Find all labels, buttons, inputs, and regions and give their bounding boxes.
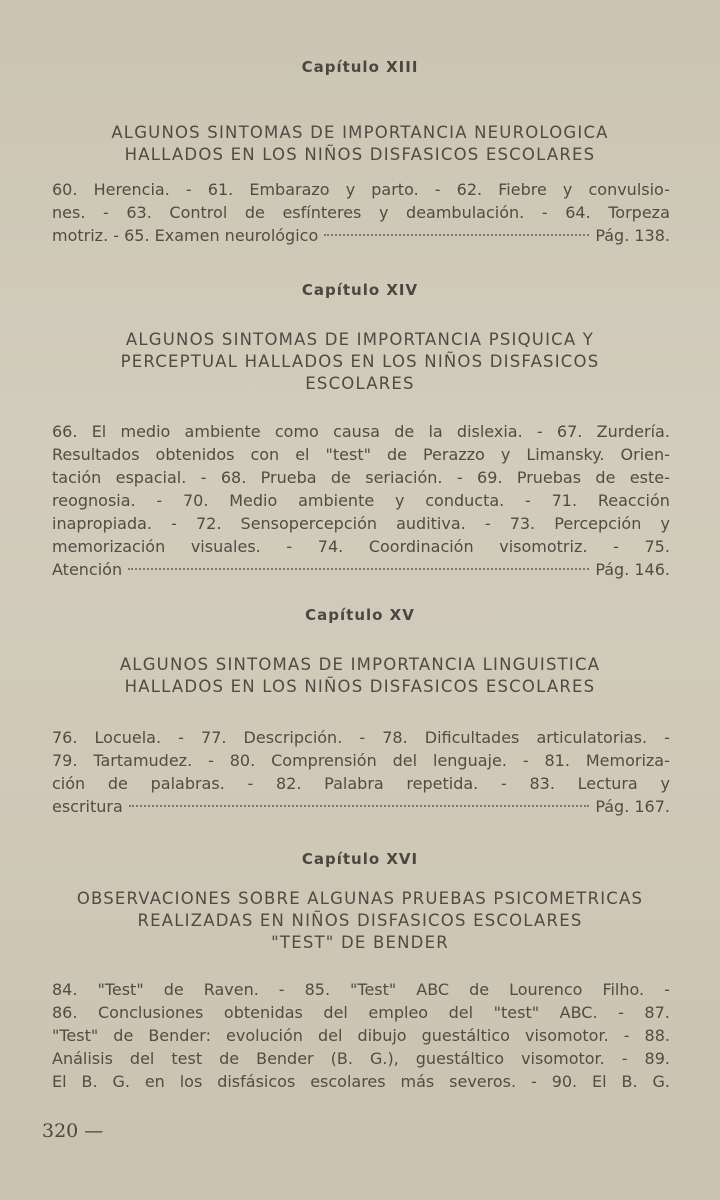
chapter-summary: [52, 726, 670, 818]
summary-word: -: [171, 514, 177, 533]
summary-word: Coordinación: [368, 537, 474, 556]
summary-line: [52, 466, 670, 489]
dot-leader: [324, 234, 589, 236]
summary-line: [52, 772, 670, 795]
summary-word: del: [129, 1049, 155, 1068]
summary-word: guestáltico: [415, 1049, 505, 1068]
summary-line: [52, 1047, 670, 1070]
summary-word: "Test": [350, 980, 397, 999]
summary-last-text: motriz. - 65. Examen neurológico: [52, 226, 319, 245]
summary-word: -: [208, 751, 214, 770]
summary-word: B.: [81, 1072, 98, 1091]
summary-word: Bender:: [148, 1026, 211, 1045]
summary-word: del: [323, 1003, 348, 1022]
summary-word: 69.: [477, 468, 503, 487]
page-reference: Pág. 146.: [595, 560, 670, 579]
summary-word: Memoriza-: [585, 751, 670, 770]
summary-word: Limansky.: [526, 445, 605, 464]
chapter-summary: [52, 178, 670, 247]
summary-line: [52, 420, 670, 443]
heading-line: ALGUNOS SINTOMAS DE IMPORTANCIA PSIQUICA Y: [125, 330, 595, 349]
summary-word: auditiva.: [396, 514, 466, 533]
summary-word: esfínteres: [282, 203, 362, 222]
summary-word: los: [179, 1072, 203, 1091]
summary-word: Palabra: [324, 774, 384, 793]
heading-line: PERCEPTUAL HALLADOS EN LOS NIÑOS DISFASICOS: [120, 352, 600, 371]
chapter-title: Capítulo XVI: [301, 850, 419, 868]
summary-word: Bender: [256, 1049, 314, 1068]
summary-word: y: [394, 491, 405, 510]
summary-word: la: [428, 422, 443, 441]
heading-line: ALGUNOS SINTOMAS DE IMPORTANCIA LINGUISTICA: [119, 655, 601, 674]
summary-word: -: [541, 203, 548, 222]
summary-line: [52, 1024, 670, 1047]
summary-word: obtenidos: [155, 445, 235, 464]
summary-word: 80.: [229, 751, 256, 770]
heading-line: HALLADOS EN LOS NIÑOS DISFASICOS ESCOLARES: [124, 145, 596, 164]
summary-word: Fiebre: [498, 180, 547, 199]
summary-word: de: [163, 980, 184, 999]
summary-word: articulatorias.: [536, 728, 648, 747]
page-reference: Pág. 167.: [595, 797, 670, 816]
summary-word: disfásicos: [217, 1072, 296, 1091]
summary-word: -: [613, 537, 619, 556]
summary-word: -: [185, 180, 192, 199]
summary-word: 71.: [551, 491, 578, 510]
summary-word: Herencia.: [93, 180, 170, 199]
summary-word: causa: [333, 422, 380, 441]
summary-word: -: [456, 468, 463, 487]
summary-line: [52, 726, 670, 749]
page-number: 320 —: [42, 1120, 104, 1142]
summary-word: de: [330, 468, 351, 487]
summary-word: -: [531, 1072, 537, 1091]
summary-word: de: [107, 774, 128, 793]
summary-word: de: [244, 203, 265, 222]
summary-word: -: [103, 203, 109, 222]
summary-word: "test": [493, 1003, 540, 1022]
summary-word: 90.: [551, 1072, 578, 1091]
summary-word: ción: [52, 774, 86, 793]
summary-word: Filho.: [602, 980, 645, 999]
heading-line: REALIZADAS EN NIÑOS DISFASICOS ESCOLARES: [137, 911, 583, 930]
summary-word: -: [522, 751, 529, 770]
summary-word: inapropiada.: [52, 514, 153, 533]
summary-word: nes.: [52, 203, 86, 222]
summary-word: escolares: [310, 1072, 386, 1091]
summary-word: G.),: [369, 1049, 399, 1068]
summary-word: Dificultades: [424, 728, 520, 747]
chapter-xvi: [0, 850, 720, 954]
summary-last-line: [52, 224, 670, 247]
summary-word: visuales.: [190, 537, 261, 556]
summary-last-line: [52, 795, 670, 818]
summary-word: de: [113, 1026, 134, 1045]
chapter-title: Capítulo XIV: [301, 281, 419, 299]
summary-word: -: [621, 1049, 628, 1068]
page-reference: Pág. 138.: [595, 226, 670, 245]
summary-word: ambiente: [298, 491, 375, 510]
summary-word: Control: [169, 203, 228, 222]
summary-word: Orien-: [620, 445, 670, 464]
summary-word: reognosia.: [52, 491, 136, 510]
summary-word: Lectura: [577, 774, 638, 793]
summary-word: 87.: [644, 1003, 670, 1022]
summary-word: 64.: [565, 203, 591, 222]
summary-word: 85.: [304, 980, 331, 999]
summary-word: y: [562, 180, 573, 199]
summary-word: evolución: [226, 1026, 303, 1045]
summary-word: y: [378, 203, 389, 222]
summary-word: empleo: [368, 1003, 429, 1022]
summary-line: [52, 512, 670, 535]
summary-word: de: [595, 468, 616, 487]
summary-word: ABC: [416, 980, 450, 999]
summary-word: 68.: [220, 468, 247, 487]
summary-word: de: [394, 422, 415, 441]
summary-word: 70.: [183, 491, 209, 510]
summary-line: [52, 443, 670, 466]
summary-word: -: [278, 980, 285, 999]
summary-word: memorización: [52, 537, 166, 556]
summary-word: dislexia.: [456, 422, 523, 441]
summary-word: Locuela.: [94, 728, 162, 747]
summary-word: -: [178, 728, 184, 747]
summary-word: Pruebas: [516, 468, 582, 487]
chapter-xiii: [0, 58, 720, 166]
summary-word: seriación.: [365, 468, 443, 487]
summary-word: guestáltico: [421, 1026, 510, 1045]
summary-word: Reacción: [597, 491, 670, 510]
summary-word: visomotor.: [521, 1049, 605, 1068]
summary-word: G.: [652, 1072, 670, 1091]
summary-word: Perazzo: [422, 445, 485, 464]
summary-word: 63.: [126, 203, 152, 222]
summary-word: medio: [120, 422, 171, 441]
summary-word: -: [359, 728, 366, 747]
summary-word: este-: [629, 468, 670, 487]
summary-word: 77.: [201, 728, 227, 747]
summary-word: 86.: [52, 1003, 78, 1022]
summary-word: lenguaje.: [433, 751, 507, 770]
summary-word: y: [500, 445, 511, 464]
summary-word: tación: [52, 468, 102, 487]
summary-word: -: [500, 774, 507, 793]
summary-word: 61.: [207, 180, 234, 199]
summary-word: parto.: [371, 180, 419, 199]
summary-word: 62.: [456, 180, 483, 199]
summary-word: y: [660, 774, 670, 793]
chapter-heading: [0, 888, 720, 954]
heading-line: ALGUNOS SINTOMAS DE IMPORTANCIA NEUROLOGICA: [111, 123, 609, 142]
summary-line: [52, 535, 670, 558]
chapter-title: Capítulo XV: [305, 606, 415, 624]
summary-word: Lourenco: [509, 980, 583, 999]
summary-word: (B.: [330, 1049, 353, 1068]
summary-word: como: [274, 422, 319, 441]
summary-word: Embarazo: [249, 180, 330, 199]
summary-word: 76.: [52, 728, 78, 747]
summary-last-text: escritura: [52, 797, 123, 816]
summary-word: 66.: [52, 422, 78, 441]
summary-word: espacial.: [115, 468, 187, 487]
summary-word: de: [469, 980, 490, 999]
summary-word: visomotriz.: [499, 537, 588, 556]
summary-word: -: [664, 728, 670, 747]
summary-word: Percepción: [554, 514, 642, 533]
summary-word: 83.: [529, 774, 555, 793]
summary-word: 79.: [52, 751, 78, 770]
summary-word: severos.: [449, 1072, 517, 1091]
summary-word: conducta.: [425, 491, 505, 510]
summary-word: de: [219, 1049, 240, 1068]
summary-word: Descripción.: [243, 728, 343, 747]
summary-word: -: [156, 491, 163, 510]
summary-word: Conclusiones: [98, 1003, 204, 1022]
heading-line: ESCOLARES: [305, 374, 415, 393]
summary-word: Prueba: [260, 468, 317, 487]
summary-word: "Test": [97, 980, 144, 999]
summary-line: [52, 978, 670, 1001]
summary-word: Comprensión: [271, 751, 377, 770]
summary-word: 82.: [276, 774, 302, 793]
summary-word: B.: [621, 1072, 638, 1091]
summary-word: palabras.: [150, 774, 225, 793]
summary-word: 88.: [644, 1026, 670, 1045]
summary-word: Análisis: [52, 1049, 113, 1068]
heading-line: OBSERVACIONES SOBRE ALGUNAS PRUEBAS PSICOMETRICAS: [76, 889, 644, 908]
summary-word: -: [247, 774, 254, 793]
summary-word: 75.: [644, 537, 670, 556]
chapter-heading: [0, 122, 720, 166]
summary-word: 72.: [195, 514, 222, 533]
chapter-heading: [0, 329, 720, 395]
summary-word: visomotor.: [524, 1026, 609, 1045]
chapter-xv: [0, 606, 720, 698]
summary-word: Raven.: [203, 980, 259, 999]
summary-word: con: [250, 445, 280, 464]
summary-word: Tartamudez.: [93, 751, 193, 770]
summary-line: [52, 1001, 670, 1024]
summary-word: -: [623, 1026, 630, 1045]
summary-word: ambiente: [184, 422, 261, 441]
summary-word: en: [144, 1072, 165, 1091]
chapter-heading: [0, 654, 720, 698]
summary-last-line: [52, 558, 670, 581]
summary-word: -: [484, 514, 491, 533]
summary-word: Zurdería.: [596, 422, 670, 441]
summary-word: "test": [325, 445, 371, 464]
summary-line: [52, 201, 670, 224]
chapter-summary: [52, 978, 670, 1093]
dot-leader: [128, 568, 589, 570]
summary-word: deambulación.: [406, 203, 525, 222]
summary-word: 73.: [509, 514, 536, 533]
chapter-xiv: [0, 281, 720, 395]
summary-word: dibujo: [357, 1026, 407, 1045]
chapter-title: Capítulo XIII: [301, 58, 419, 76]
chapter-summary: [52, 420, 670, 581]
heading-line: "TEST" DE BENDER: [271, 933, 449, 952]
heading-line: HALLADOS EN LOS NIÑOS DISFASICOS ESCOLARES: [124, 677, 596, 696]
summary-word: Sensopercepción: [240, 514, 377, 533]
summary-word: -: [200, 468, 207, 487]
summary-word: Torpeza: [608, 203, 670, 222]
summary-word: ABC.: [559, 1003, 598, 1022]
summary-word: 74.: [317, 537, 344, 556]
summary-line: [52, 489, 670, 512]
summary-line: [52, 749, 670, 772]
summary-word: "Test": [52, 1026, 99, 1045]
summary-word: de: [386, 445, 407, 464]
summary-word: -: [618, 1003, 624, 1022]
summary-word: -: [525, 491, 531, 510]
summary-word: convulsio-: [588, 180, 670, 199]
summary-word: El: [91, 422, 107, 441]
summary-word: y: [345, 180, 356, 199]
summary-last-text: Atención: [52, 560, 123, 579]
summary-word: Resultados: [52, 445, 140, 464]
summary-word: del: [448, 1003, 474, 1022]
summary-word: 67.: [556, 422, 583, 441]
summary-word: 84.: [52, 980, 78, 999]
summary-word: y: [660, 514, 670, 533]
summary-word: test: [171, 1049, 203, 1068]
summary-word: El: [592, 1072, 607, 1091]
summary-word: -: [434, 180, 441, 199]
summary-word: repetida.: [406, 774, 479, 793]
summary-word: del: [392, 751, 418, 770]
summary-word: el: [295, 445, 310, 464]
summary-word: 78.: [382, 728, 408, 747]
summary-word: G.: [112, 1072, 130, 1091]
summary-word: 89.: [644, 1049, 670, 1068]
dot-leader: [129, 805, 590, 807]
summary-line: [52, 1070, 670, 1093]
summary-word: 60.: [52, 180, 78, 199]
summary-word: obtenidas: [223, 1003, 303, 1022]
summary-word: más: [400, 1072, 435, 1091]
summary-word: 81.: [544, 751, 570, 770]
summary-word: -: [286, 537, 293, 556]
summary-word: Medio: [229, 491, 278, 510]
summary-line: [52, 178, 670, 201]
summary-word: -: [664, 980, 670, 999]
summary-word: El: [52, 1072, 67, 1091]
summary-word: del: [317, 1026, 343, 1045]
summary-word: -: [536, 422, 543, 441]
